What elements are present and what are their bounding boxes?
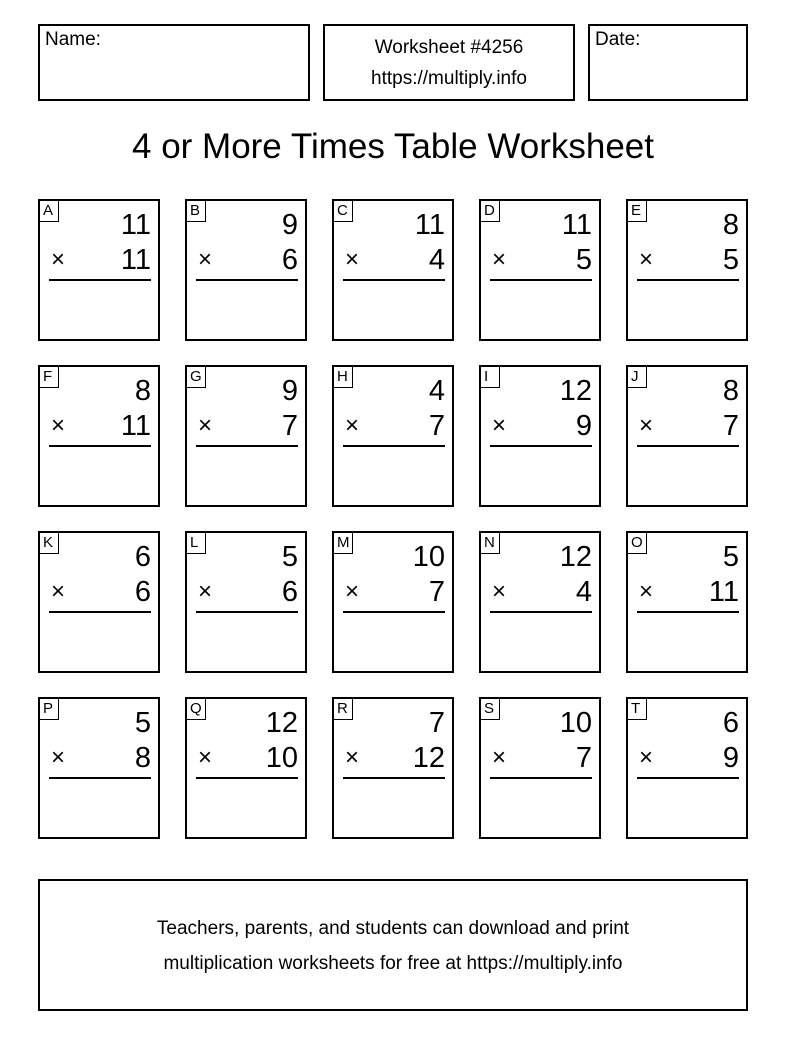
multiplicand: 10 bbox=[559, 707, 592, 739]
multiplicand: 8 bbox=[134, 375, 151, 407]
problem-card[interactable] bbox=[332, 531, 454, 673]
times-icon: × bbox=[639, 412, 654, 439]
problem-card[interactable] bbox=[626, 697, 748, 839]
multiplier: 11 bbox=[708, 576, 739, 608]
problem-card[interactable] bbox=[38, 199, 160, 341]
problem-card[interactable] bbox=[479, 697, 601, 839]
problem-label: A bbox=[40, 201, 59, 222]
footer-note bbox=[38, 879, 748, 1011]
answer-line bbox=[343, 777, 445, 779]
multiplier: 10 bbox=[265, 742, 298, 774]
times-icon: × bbox=[51, 578, 66, 605]
problem-label: Q bbox=[187, 699, 206, 720]
multiplier: 12 bbox=[412, 742, 445, 774]
problem-card[interactable] bbox=[479, 199, 601, 341]
times-icon: × bbox=[345, 744, 360, 771]
answer-line bbox=[490, 777, 592, 779]
answer-line bbox=[196, 279, 298, 281]
times-icon: × bbox=[51, 246, 66, 273]
multiplier: 7 bbox=[575, 742, 592, 774]
times-icon: × bbox=[492, 744, 507, 771]
answer-line bbox=[196, 777, 298, 779]
times-icon: × bbox=[345, 578, 360, 605]
problem-card[interactable] bbox=[332, 199, 454, 341]
multiplier: 4 bbox=[428, 244, 445, 276]
answer-line bbox=[490, 279, 592, 281]
multiplicand: 10 bbox=[412, 541, 445, 573]
multiplicand: 7 bbox=[428, 707, 445, 739]
problem-label: O bbox=[628, 533, 647, 554]
multiplier: 6 bbox=[281, 576, 298, 608]
name-label: Name: bbox=[45, 29, 101, 50]
name-field[interactable] bbox=[38, 24, 310, 101]
multiplier: 7 bbox=[428, 576, 445, 608]
problem-label: C bbox=[334, 201, 353, 222]
times-icon: × bbox=[492, 412, 507, 439]
multiplier: 7 bbox=[281, 410, 298, 442]
problem-card[interactable] bbox=[626, 199, 748, 341]
problem-label: P bbox=[40, 699, 59, 720]
multiplicand: 12 bbox=[559, 541, 592, 573]
multiplicand: 5 bbox=[281, 541, 298, 573]
multiplicand: 9 bbox=[281, 209, 298, 241]
multiplier: 5 bbox=[575, 244, 592, 276]
multiplicand: 11 bbox=[561, 209, 592, 241]
footer-line-2: multiplication worksheets for free at https://multiply.info bbox=[163, 953, 623, 974]
worksheet-number: Worksheet #4256 bbox=[374, 37, 524, 58]
problem-card[interactable] bbox=[479, 531, 601, 673]
times-icon: × bbox=[198, 246, 213, 273]
date-label: Date: bbox=[595, 29, 641, 50]
multiplicand: 4 bbox=[428, 375, 445, 407]
times-icon: × bbox=[198, 412, 213, 439]
worksheet-info-box bbox=[323, 24, 575, 101]
answer-line bbox=[343, 445, 445, 447]
answer-line bbox=[196, 445, 298, 447]
multiplier: 5 bbox=[722, 244, 739, 276]
problem-card[interactable] bbox=[185, 365, 307, 507]
problem-label: F bbox=[40, 367, 59, 388]
problem-label: I bbox=[481, 367, 500, 388]
multiplicand: 5 bbox=[722, 541, 739, 573]
multiplicand: 12 bbox=[265, 707, 298, 739]
problem-label: R bbox=[334, 699, 353, 720]
times-icon: × bbox=[639, 246, 654, 273]
multiplier: 11 bbox=[120, 410, 151, 442]
times-icon: × bbox=[492, 578, 507, 605]
problem-card[interactable] bbox=[332, 697, 454, 839]
multiplier: 7 bbox=[428, 410, 445, 442]
problem-label: L bbox=[187, 533, 206, 554]
answer-line bbox=[49, 777, 151, 779]
multiplier: 9 bbox=[722, 742, 739, 774]
answer-line bbox=[343, 279, 445, 281]
multiplicand: 8 bbox=[722, 209, 739, 241]
multiplier: 9 bbox=[575, 410, 592, 442]
problem-card[interactable] bbox=[185, 199, 307, 341]
times-icon: × bbox=[345, 246, 360, 273]
times-icon: × bbox=[51, 412, 66, 439]
problem-label: J bbox=[628, 367, 647, 388]
multiplicand: 9 bbox=[281, 375, 298, 407]
problem-card[interactable] bbox=[38, 531, 160, 673]
multiplicand: 11 bbox=[120, 209, 151, 241]
answer-line bbox=[49, 445, 151, 447]
multiplier: 7 bbox=[722, 410, 739, 442]
problem-card[interactable] bbox=[185, 531, 307, 673]
problem-card[interactable] bbox=[626, 531, 748, 673]
worksheet-url: https://multiply.info bbox=[371, 68, 527, 89]
problem-label: S bbox=[481, 699, 500, 720]
answer-line bbox=[637, 279, 739, 281]
problem-card[interactable] bbox=[626, 365, 748, 507]
date-field[interactable] bbox=[588, 24, 748, 101]
times-icon: × bbox=[198, 578, 213, 605]
answer-line bbox=[343, 611, 445, 613]
multiplicand: 11 bbox=[414, 209, 445, 241]
multiplier: 4 bbox=[575, 576, 592, 608]
multiplier: 11 bbox=[120, 244, 151, 276]
problem-label: B bbox=[187, 201, 206, 222]
answer-line bbox=[490, 445, 592, 447]
problem-card[interactable] bbox=[332, 365, 454, 507]
multiplier: 6 bbox=[134, 576, 151, 608]
problem-label: M bbox=[334, 533, 353, 554]
multiplicand: 6 bbox=[134, 541, 151, 573]
answer-line bbox=[196, 611, 298, 613]
times-icon: × bbox=[492, 246, 507, 273]
problem-card[interactable] bbox=[185, 697, 307, 839]
problem-card[interactable] bbox=[38, 365, 160, 507]
answer-line bbox=[49, 279, 151, 281]
problem-card[interactable] bbox=[479, 365, 601, 507]
problem-label: D bbox=[481, 201, 500, 222]
answer-line bbox=[637, 445, 739, 447]
multiplicand: 8 bbox=[722, 375, 739, 407]
answer-line bbox=[49, 611, 151, 613]
problem-label: N bbox=[481, 533, 500, 554]
worksheet-title: 4 or More Times Table Worksheet bbox=[132, 127, 654, 166]
footer-line-1: Teachers, parents, and students can download and print bbox=[156, 918, 630, 939]
times-icon: × bbox=[198, 744, 213, 771]
times-icon: × bbox=[345, 412, 360, 439]
problem-grid bbox=[38, 199, 748, 839]
times-icon: × bbox=[639, 744, 654, 771]
multiplicand: 6 bbox=[722, 707, 739, 739]
problem-label: T bbox=[628, 699, 647, 720]
problem-label: K bbox=[40, 533, 59, 554]
multiplicand: 12 bbox=[559, 375, 592, 407]
times-icon: × bbox=[51, 744, 66, 771]
answer-line bbox=[637, 611, 739, 613]
multiplicand: 5 bbox=[134, 707, 151, 739]
multiplier: 8 bbox=[134, 742, 151, 774]
problem-label: G bbox=[187, 367, 206, 388]
answer-line bbox=[637, 777, 739, 779]
multiplier: 6 bbox=[281, 244, 298, 276]
times-icon: × bbox=[639, 578, 654, 605]
problem-label: E bbox=[628, 201, 647, 222]
problem-card[interactable] bbox=[38, 697, 160, 839]
answer-line bbox=[490, 611, 592, 613]
problem-label: H bbox=[334, 367, 353, 388]
